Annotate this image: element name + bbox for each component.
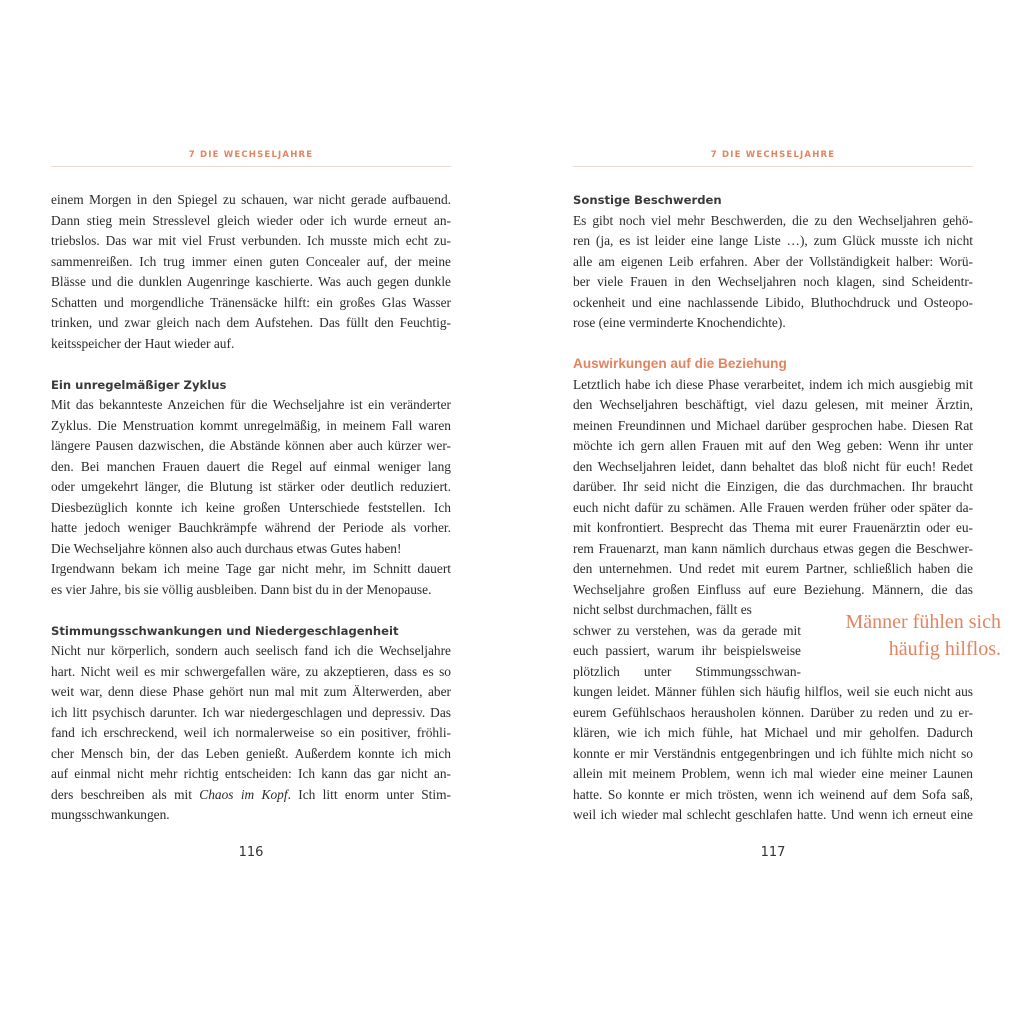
text-line: Blässe und die dunklen Augenringe kaschierte. Was auch gegen dunkle — [51, 274, 451, 289]
pull-quote-line: häufig hilflos. — [888, 638, 1001, 660]
text-line: hart. Nicht weil es mir schwergefallen wäre, zu akzeptieren, dass es so — [51, 663, 451, 679]
text-line: konnte er mir Verständnis entgegenbringen und ich fühlte mich nicht so — [573, 745, 973, 761]
text-line: triebslos. Das war mit viel Frust verbunden. Ich musste mich echt zu- — [51, 233, 451, 248]
running-head-rule-left — [51, 166, 451, 167]
text-line: den Wechseljahren beschäftigt, viel dazu gelesen, mit meiner Ärztin, — [573, 397, 973, 412]
text-line: mungsschwankungen. — [51, 807, 170, 822]
text-line: Zyklus. Die Menstruation kommt unregelmäßig, in meinem Fall waren — [51, 417, 451, 433]
text-line: cher Mensch bin, der das Leben genießt. Außerdem konnte ich mich — [51, 745, 451, 761]
text-line: Nicht nur körperlich, sondern auch seelisch fand ich die Wechseljahre — [51, 643, 451, 658]
running-head-right: 7 DIE WECHSELJAHRE — [710, 150, 836, 160]
text-line: Wechseljahre großen Einfluss auf eure Beziehung. Männern, die das — [573, 581, 973, 597]
text-line: es vier Jahre, bis sie völlig ausbleiben. Dann bist du in der Menopause. — [51, 581, 432, 597]
text-line: hatte. So konnte er mich trösten, wenn ich weinend auf dem Sofa saß, — [573, 786, 973, 802]
text-line: den. Bei manchen Frauen dauert die Regel auf einmal weniger lang — [51, 458, 451, 474]
text-line: Mit das bekannteste Anzeichen für die Wechseljahre ist ein veränderter — [51, 397, 451, 412]
text-line: einem Morgen in den Spiegel zu schauen, war nicht gerade aufbauend. — [51, 192, 451, 207]
right-text-block — [573, 190, 973, 826]
pull-quote — [829, 609, 1001, 663]
text-line: allein mit meinem Problem, wenn ich mal wieder eine meiner Launen — [573, 766, 973, 781]
text-line-wrapped: euch passiert, warum ihr beispielsweise — [573, 643, 801, 658]
section-heading-cycle: Ein unregelmäßiger Zyklus — [51, 377, 227, 392]
section-heading-mood: Stimmungsschwankungen und Niedergeschlagenheit — [51, 623, 399, 638]
text-line: klären, wie ich mich fühle, hat Michael und mir geholfen. Dadurch — [573, 725, 973, 740]
text-line: Irgendwann bekam ich meine Tage gar nicht mehr, im Schnitt dauert — [51, 561, 451, 576]
text-line: möchte ich gern allen Frauen mit auf den Weg geben: Wenn ihr unter — [573, 438, 973, 453]
text-line: oder umgekehrt länger, die Blutung ist stärker oder deutlich reduziert. — [51, 479, 451, 494]
text-line: auf einmal nicht mehr richtig entscheiden: Ich kann das gar nicht an- — [51, 766, 451, 781]
text-line: hatte jedoch weniger Bauchkrämpfe während der Periode als vorher. — [51, 520, 451, 535]
pull-quote-line: Männer fühlen sich — [845, 611, 1001, 633]
text-line: ber viele Frauen in den Wechseljahren noch klagen, sind Scheidentr- — [573, 274, 973, 289]
text-line: mit konfrontiert. Besprecht das Thema mit eurer Frauenärztin oder eu- — [573, 520, 973, 535]
text-line: alle am eigenen Leib erfahren. Aber der Vollständigkeit halber: Worü- — [573, 253, 973, 269]
section-heading-relationship: Auswirkungen auf die Beziehung — [573, 356, 787, 371]
text-line: Die Wechseljahre können also auch durchaus etwas Gutes haben! — [51, 540, 402, 556]
text-line: Dann stieg mein Stresslevel gleich wieder oder ich wurde erneut an- — [51, 212, 451, 228]
text-line: rose (eine verminderte Knochendichte). — [573, 315, 786, 330]
running-head-left: 7 DIE WECHSELJAHRE — [188, 150, 314, 160]
text-line: fand ich erschreckend, weil ich normalerweise so ein positiver, fröhli- — [51, 725, 451, 740]
right-page — [573, 0, 1001, 1024]
text-line: meinen Freundinnen und Michael darüber gesprochen habe. Diesen Rat — [573, 417, 973, 433]
text-line: längere Pausen dazwischen, die Abstände können aber auch kürzer wer- — [51, 438, 451, 453]
page-number-right: 117 — [760, 845, 786, 860]
text-line: ockenheit und eine nachlassende Libido, Bluthochdruck und Osteopo- — [573, 294, 973, 310]
text-line: kungen leidet. Männer fühlen sich häufig hilflos, weil sie euch nicht aus — [573, 684, 973, 699]
running-head-rule-right — [573, 166, 973, 167]
left-page — [51, 0, 451, 1024]
text-line: ren (ja, es ist leider eine lange Liste …), zum Glück musste ich nicht — [573, 233, 973, 248]
text-line: eurem Gefühlschaos herausholen können. Darüber zu reden und zu er- — [573, 704, 973, 720]
text-line: Schatten und morgendliche Tränensäcke hilft: ein großes Glas Wasser — [51, 294, 451, 310]
text-line: Es gibt noch viel mehr Beschwerden, die zu den Wechseljahren gehö- — [573, 212, 973, 228]
text-line-with-italic: ders beschreiben als mit Chaos im Kopf. Ich litt enorm unter Stim- — [51, 786, 451, 802]
left-text-block — [51, 190, 451, 826]
italic-phrase: Chaos im Kopf — [199, 786, 288, 802]
text-line: den unternehmen. Und redet mit eurem Partner, schließlich haben die — [573, 561, 973, 576]
section-heading-other-complaints: Sonstige Beschwerden — [573, 193, 722, 207]
page-number-left: 116 — [238, 845, 264, 860]
text-line: euch nicht dafür zu schämen. Alle Frauen werden früher oder später da- — [573, 499, 973, 515]
text-line: keitsspeicher der Haut wieder auf. — [51, 335, 235, 351]
text-line: Diesbezüglich konnte ich keine großen Unterschiede feststellen. Ich — [51, 499, 451, 515]
text-line-wrapped: nicht selbst durchmachen, fällt es — [573, 602, 752, 617]
text-line: Letztlich habe ich diese Phase verarbeitet, indem ich mich ausgiebig mit — [573, 376, 973, 392]
text-line: weit war, denn diese Phase gehört nun mal mit zum Älterwerden, aber — [51, 684, 451, 699]
text-line: trinken, und zwar gleich nach dem Aufstehen. Das füllt den Feuchtig- — [51, 315, 451, 330]
text-line-wrapped: schwer zu verstehen, was da gerade mit — [573, 622, 801, 638]
text-line: sammenreißen. Ich trug immer einen guten Concealer auf, der meine — [51, 253, 451, 269]
text-line: den Wechseljahren leidet, dann behaltet das bloß nicht für euch! Redet — [573, 458, 973, 474]
text-line: darüber. Ihr seid nicht die Einzigen, die das durchmachen. Ihr braucht — [573, 479, 973, 494]
text-line: weil ich wieder mal schlecht geschlafen hatte. Und wenn ich erneut eine — [573, 807, 973, 822]
text-line: rem Frauenarzt, man kann nämlich durchaus etwas gegen die Beschwer- — [573, 540, 973, 556]
text-line: ich litt psychisch darunter. Ich war niedergeschlagen und depressiv. Das — [51, 704, 451, 720]
text-line-wrapped: plötzlich unter Stimmungsschwan- — [573, 663, 801, 679]
